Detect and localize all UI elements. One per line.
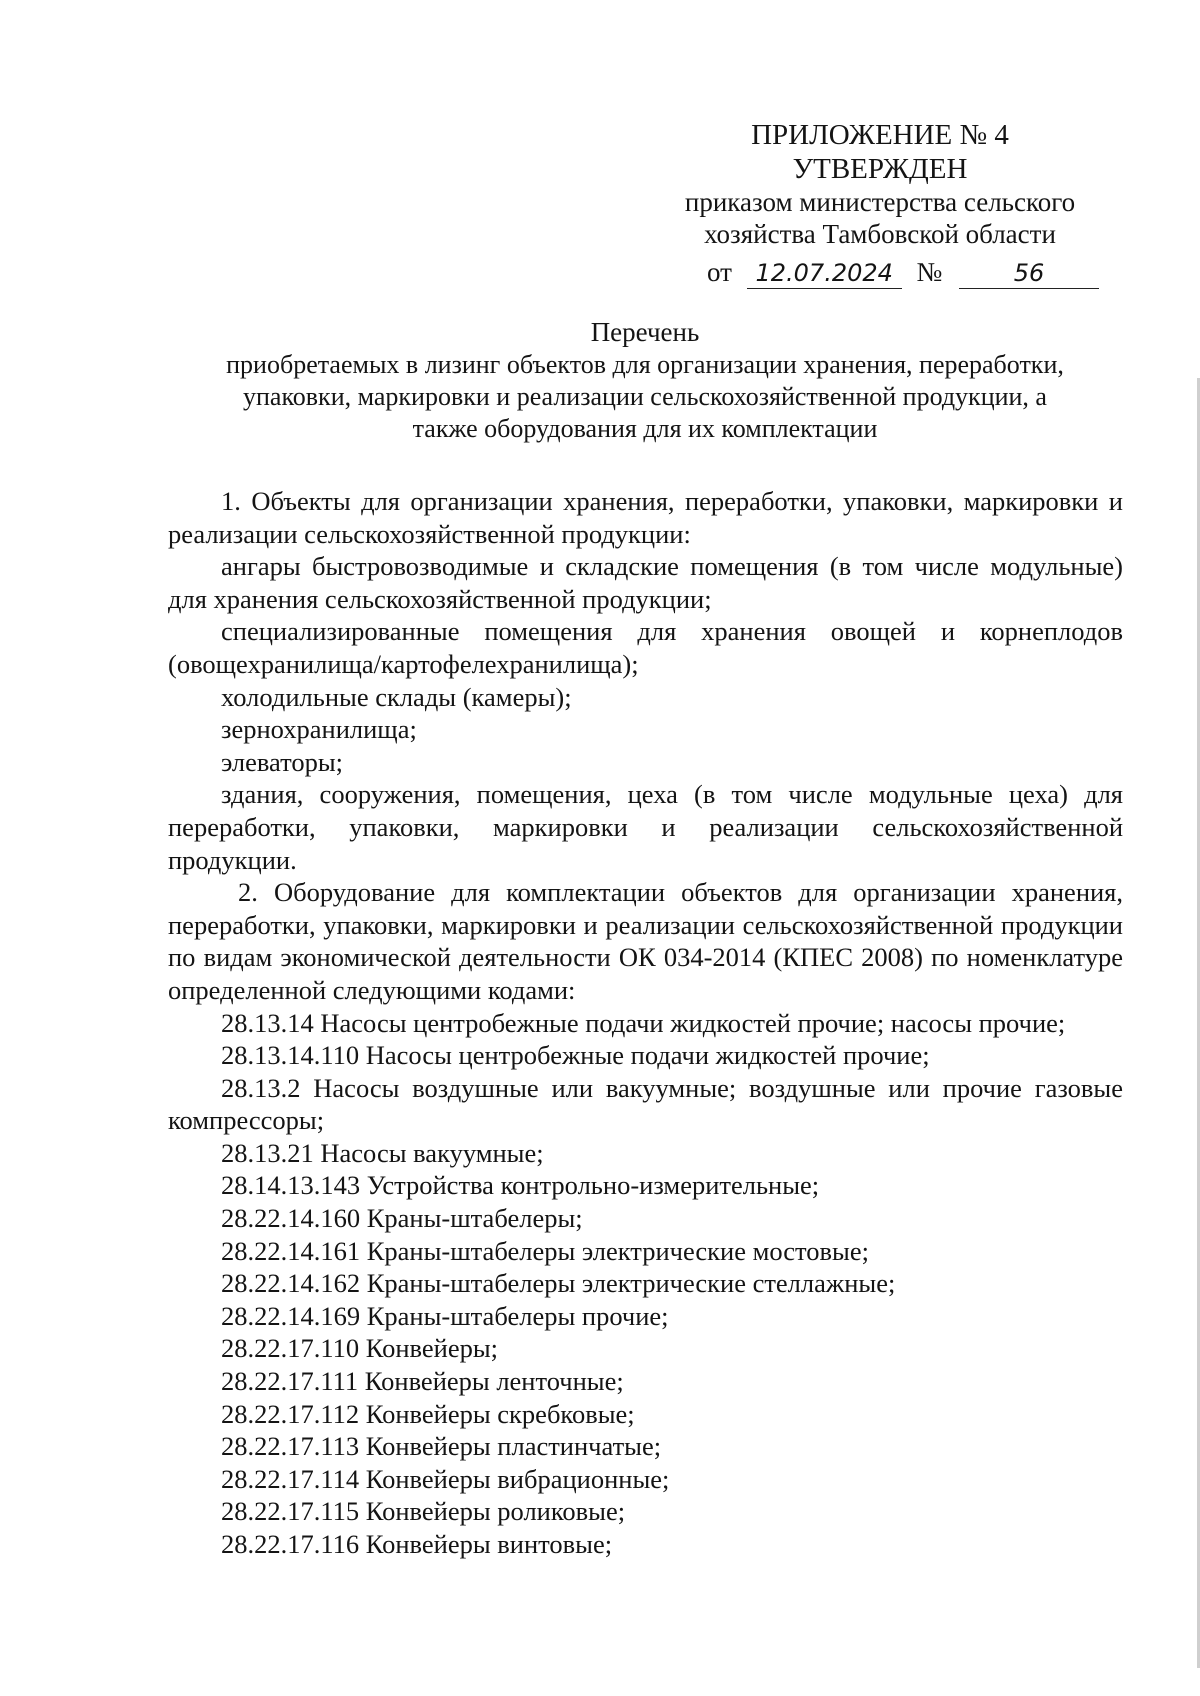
section-1-item: специализированные помещения для хранения овощей и корнеплодов (овощехранилища/картофелехранилища); bbox=[168, 616, 1123, 679]
approval-block bbox=[630, 118, 1130, 250]
section-1-item: зернохранилища; bbox=[221, 714, 417, 745]
title-line-2: упаковки, маркировки и реализации сельскохозяйственной продукции, а bbox=[243, 382, 1047, 411]
approved-label: УТВЕРЖДЕН bbox=[792, 153, 968, 185]
code-item: 28.13.2 Насосы воздушные или вакуумные; воздушные или прочие газовые компрессоры; bbox=[168, 1072, 1123, 1136]
code-item: 28.22.14.169 Краны-штабелеры прочие; bbox=[221, 1300, 669, 1331]
section-1-intro: 1. Объекты для организации хранения, переработки, упаковки, маркировки и реализации сельскохозяйственной продукции: bbox=[168, 486, 1123, 549]
code-item: 28.22.17.113 Конвейеры пластинчатые; bbox=[221, 1431, 662, 1462]
section-1-item: холодильные склады (камеры); bbox=[221, 681, 572, 712]
code-item: 28.22.17.111 Конвейеры ленточные; bbox=[221, 1366, 624, 1397]
appendix-label: ПРИЛОЖЕНИЕ № 4 bbox=[751, 119, 1009, 151]
code-item: 28.22.17.112 Конвейеры скребковые; bbox=[221, 1398, 635, 1429]
code-item: 28.14.13.143 Устройства контрольно-измерительные; bbox=[221, 1170, 820, 1201]
title-line-3: также оборудования для их комплектации bbox=[412, 414, 878, 443]
handwritten-date: 12.07.2024 bbox=[747, 258, 902, 289]
section-1-item: здания, сооружения, помещения, цеха (в том числе модульные цеха) для переработки, упаковки, маркировки и реализации сельскохозяйственной продукции. bbox=[168, 779, 1123, 875]
code-item: 28.22.17.116 Конвейеры винтовые; bbox=[221, 1529, 613, 1559]
title-line-1: приобретаемых в лизинг объектов для организации хранения, переработки, bbox=[226, 350, 1064, 379]
from-label: от bbox=[707, 257, 732, 287]
order-line-1: приказом министерства сельского bbox=[684, 187, 1076, 217]
code-item: 28.22.14.162 Краны-штабелеры электрические стеллажные; bbox=[221, 1268, 896, 1299]
code-item: 28.22.17.110 Конвейеры; bbox=[221, 1333, 499, 1364]
document-title bbox=[165, 315, 1125, 445]
code-item: 28.22.14.160 Краны-штабелеры; bbox=[221, 1203, 583, 1234]
handwritten-number: 56 bbox=[959, 258, 1099, 289]
section-1-item: элеваторы; bbox=[221, 746, 344, 777]
order-line-2: хозяйства Тамбовской области bbox=[704, 219, 1056, 249]
order-date-number-line bbox=[707, 254, 1147, 290]
section-2-intro: 2. Оборудование для комплектации объектов для организации хранения, переработки, упаковки, маркировки и реализации сельскохозяйственной продукции по видам экономической деятельности ОК 034-2014 (КПЕС 2008) по номенклатуре определенной следующими кодами: bbox=[168, 877, 1123, 1005]
title-heading: Перечень bbox=[590, 317, 700, 347]
code-item: 28.22.17.114 Конвейеры вибрационные; bbox=[221, 1463, 670, 1494]
document-body bbox=[168, 485, 1123, 1561]
code-item: 28.22.14.161 Краны-штабелеры электрические мостовые; bbox=[221, 1235, 869, 1266]
section-1-item: ангары быстровозводимые и складские помещения (в том числе модульные) для хранения сельскохозяйственной продукции; bbox=[168, 551, 1123, 614]
code-item: 28.13.14.110 Насосы центробежные подачи жидкостей прочие; bbox=[221, 1040, 930, 1071]
code-item: 28.22.17.115 Конвейеры роликовые; bbox=[221, 1496, 626, 1527]
number-label: № bbox=[916, 257, 943, 287]
code-item: 28.13.21 Насосы вакуумные; bbox=[221, 1137, 544, 1168]
code-item: 28.13.14 Насосы центробежные подачи жидкостей прочие; насосы прочие; bbox=[221, 1007, 1066, 1038]
